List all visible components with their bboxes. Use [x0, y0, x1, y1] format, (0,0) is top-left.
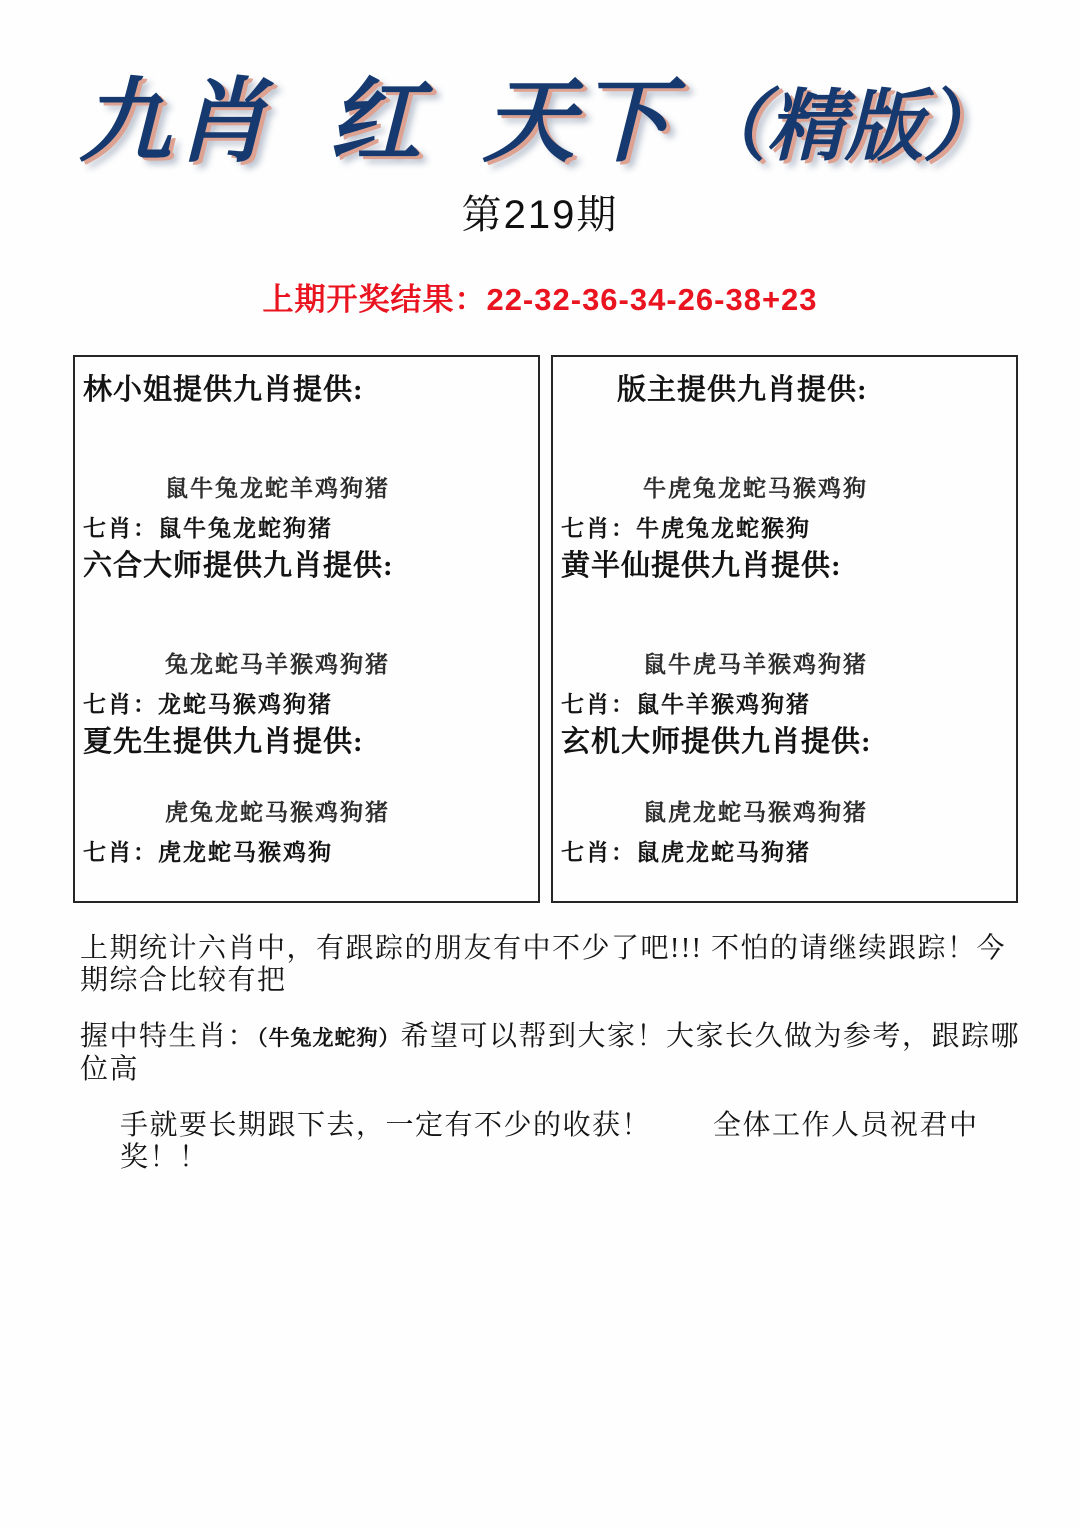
last-draw-result-numbers: 22-32-36-34-26-38+23: [486, 282, 818, 317]
provider-section: [83, 719, 530, 893]
footer-line-1: 上期统计六肖中，有跟踪的朋友有中不少了吧!!! 不怕的请继续跟踪！今期综合比较有把: [80, 933, 1006, 996]
footer-note: [80, 933, 1025, 1174]
last-draw-result-label: 上期开奖结果：: [262, 282, 487, 317]
footer-line-3-left: 手就要长期跟下去，一定有不少的收获！: [120, 1110, 652, 1141]
masthead-title-art: 九肖★红★天下 （精版）: [0, 0, 1080, 165]
seven-zodiac-label: 七肖：: [83, 516, 158, 541]
special-zodiac-picks: （牛兔龙蛇狗）: [257, 1026, 401, 1050]
nine-zodiac-line: 鼠虎龙蛇马猴鸡狗猪: [643, 800, 868, 825]
provider-heading: 黄半仙提供九肖提供:: [561, 550, 842, 582]
provider-section: [561, 543, 1008, 719]
provider-heading: 林小姐提供九肖提供:: [83, 374, 364, 406]
seven-zodiac-value: 鼠虎龙蛇马狗猪: [636, 840, 811, 865]
prediction-boxes: [73, 355, 1020, 903]
nine-zodiac-line: 鼠牛虎马羊猴鸡狗猪: [643, 652, 868, 677]
nine-zodiac-line: 鼠牛兔龙蛇羊鸡狗猪: [165, 476, 390, 501]
footer-blessing: 全体工作人员祝君中奖！！: [120, 1110, 979, 1173]
seven-zodiac-label: 七肖：: [83, 692, 158, 717]
masthead-text-edition: （精版）: [688, 83, 1001, 170]
provider-section: [561, 719, 1008, 893]
seven-zodiac-value: 牛虎兔龙蛇猴狗: [636, 516, 811, 541]
masthead-text-hong: 红: [328, 71, 425, 173]
seven-zodiac-label: 七肖：: [83, 840, 158, 865]
provider-heading: 版主提供九肖提供:: [617, 374, 868, 406]
seven-zodiac-value: 虎龙蛇马猴鸡狗: [158, 840, 333, 865]
footer-line-2-prefix: 握中特生肖：: [80, 1021, 258, 1052]
period-title: 第219期: [461, 193, 619, 237]
provider-section: [83, 367, 530, 543]
last-draw-result: [0, 274, 1080, 319]
footer-line-3: [80, 1110, 1025, 1174]
seven-zodiac-line: [83, 834, 530, 867]
seven-zodiac-line: [561, 834, 1008, 867]
provider-section: [83, 543, 530, 719]
nine-zodiac-line: 虎兔龙蛇马猴鸡狗猪: [165, 800, 390, 825]
footer-line-2-suffix: 希望可以帮到大家！大家长久做为参考，跟踪哪位高: [80, 1021, 1021, 1085]
seven-zodiac-label: 七肖：: [561, 840, 636, 865]
seven-zodiac-line: [561, 510, 1008, 543]
nine-zodiac-line: 兔龙蛇马羊猴鸡狗猪: [165, 652, 390, 677]
seven-zodiac-label: 七肖：: [561, 516, 636, 541]
masthead-text-tianxia: 天下: [482, 71, 675, 173]
seven-zodiac-line: [83, 510, 530, 543]
seven-zodiac-value: 鼠牛兔龙蛇狗猪: [158, 516, 333, 541]
nine-zodiac-line: 牛虎兔龙蛇马猴鸡狗: [643, 476, 868, 501]
masthead-text-jiuxiao: 九肖: [79, 71, 272, 173]
prediction-box-left: [73, 355, 540, 903]
provider-heading: 六合大师提供九肖提供:: [83, 550, 394, 582]
provider-section: [561, 367, 1008, 543]
seven-zodiac-line: [83, 686, 530, 719]
seven-zodiac-label: 七肖：: [561, 692, 636, 717]
seven-zodiac-value: 鼠牛羊猴鸡狗猪: [636, 692, 811, 717]
provider-heading: 夏先生提供九肖提供:: [83, 726, 364, 758]
seven-zodiac-line: [561, 686, 1008, 719]
prediction-box-right: [551, 355, 1018, 903]
provider-heading: 玄机大师提供九肖提供:: [561, 726, 872, 758]
seven-zodiac-value: 龙蛇马猴鸡狗猪: [158, 692, 333, 717]
footer-line-2: [80, 1021, 1025, 1086]
